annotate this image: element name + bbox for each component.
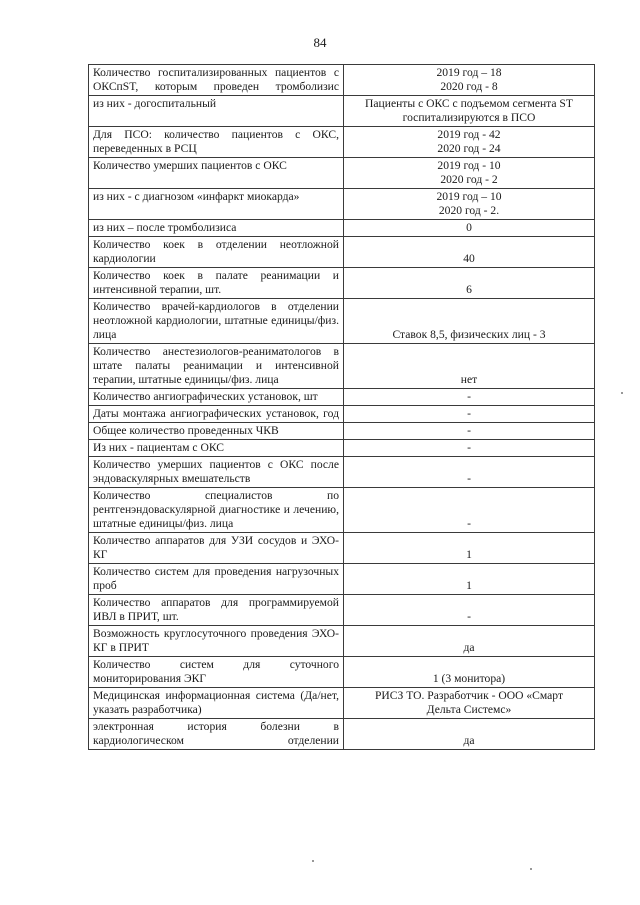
row-label: из них – после тромболизиса (89, 220, 344, 237)
row-label: Количество систем для суточного мониторирования ЭКГ (89, 657, 344, 688)
row-value: 40 (344, 237, 595, 268)
row-value: 1 (3 монитора) (344, 657, 595, 688)
value-line: 2019 год - 42 (437, 128, 501, 141)
table-row (89, 406, 595, 423)
table-row (89, 268, 595, 299)
row-value (344, 65, 595, 96)
value-line: 2020 год - 2. (438, 204, 500, 217)
scan-speck (621, 392, 623, 394)
value-line: 2020 год - 8 (440, 80, 498, 93)
table-row (89, 688, 595, 719)
table-row (89, 389, 595, 406)
row-value: - (344, 457, 595, 488)
table-row (89, 440, 595, 457)
table-row (89, 595, 595, 626)
row-value: - (344, 440, 595, 457)
table-row (89, 96, 595, 127)
row-label: Количество умерших пациентов с ОКС после эндоваскулярных вмешательств (89, 457, 344, 488)
row-label: Количество умерших пациентов с ОКС (89, 158, 344, 189)
scan-speck (530, 868, 532, 870)
row-label: из них - с диагнозом «инфаркт миокарда» (89, 189, 344, 220)
table-row (89, 457, 595, 488)
table-row (89, 657, 595, 688)
table-row (89, 564, 595, 595)
table-row (89, 533, 595, 564)
row-label: Количество аппаратов для УЗИ сосудов и ЭХО-КГ (89, 533, 344, 564)
row-label: Количество ангиографических установок, шт (89, 389, 344, 406)
row-label: Количество госпитализированных пациентов с ОКСпST, которым проведен тромболизис (89, 65, 344, 96)
value-line: 2020 год - 24 (437, 142, 501, 155)
row-value: - (344, 423, 595, 440)
table-row (89, 719, 595, 750)
table-row (89, 127, 595, 158)
value-line: 2020 год - 2 (440, 173, 498, 186)
row-value (344, 189, 595, 220)
table-row (89, 299, 595, 344)
value-line: РИСЗ ТО. Разработчик - ООО «Смарт (374, 689, 564, 702)
row-value: - (344, 595, 595, 626)
row-label: Возможность круглосуточного проведения ЭХО-КГ в ПРИТ (89, 626, 344, 657)
row-label: Для ПСО: количество пациентов с ОКС, переведенных в РСЦ (89, 127, 344, 158)
row-label: Из них - пациентам с ОКС (89, 440, 344, 457)
row-value (344, 96, 595, 127)
row-label: Общее количество проведенных ЧКВ (89, 423, 344, 440)
value-line: 2019 год – 10 (436, 190, 502, 203)
row-value: - (344, 406, 595, 423)
row-value: да (344, 626, 595, 657)
row-label: Количество аппаратов для программируемой ИВЛ в ПРИТ, шт. (89, 595, 344, 626)
table-row (89, 220, 595, 237)
row-label: Количество специалистов по рентгенэндоваскулярной диагностике и лечению, штатные единицы/физ. лица (89, 488, 344, 533)
row-value: Ставок 8,5, физических лиц - 3 (344, 299, 595, 344)
row-value: 6 (344, 268, 595, 299)
table-row (89, 158, 595, 189)
page-number: 84 (313, 35, 327, 50)
value-line: 2019 год - 10 (437, 159, 501, 172)
row-value: - (344, 488, 595, 533)
table-row (89, 423, 595, 440)
row-label: Даты монтажа ангиографических установок, год (89, 406, 344, 423)
table-row (89, 189, 595, 220)
row-label: Количество коек в палате реанимации и интенсивной терапии, шт. (89, 268, 344, 299)
row-label: Количество врачей-кардиологов в отделении неотложной кардиологии, штатные единицы/физ. лица (89, 299, 344, 344)
row-value (344, 127, 595, 158)
value-line: Пациенты с ОКС с подъемом сегмента ST (365, 97, 573, 110)
scan-speck (312, 860, 314, 862)
row-value: 1 (344, 533, 595, 564)
table-row (89, 488, 595, 533)
row-label: электронная история болезни в кардиологическом отделении (89, 719, 344, 750)
row-value (344, 688, 595, 719)
row-label: Количество коек в отделении неотложной кардиологии (89, 237, 344, 268)
table-row (89, 237, 595, 268)
value-line: Дельта Системс» (426, 703, 512, 716)
row-value (344, 158, 595, 189)
row-label: Количество систем для проведения нагрузочных проб (89, 564, 344, 595)
value-line: госпитализируются в ПСО (402, 111, 536, 124)
table-row (89, 626, 595, 657)
row-value: 0 (344, 220, 595, 237)
row-value: нет (344, 344, 595, 389)
row-value: 1 (344, 564, 595, 595)
row-label: Количество анестезиологов-реаниматологов в штате палаты реанимации и интенсивной терапии, штатные единицы/физ. лица (89, 344, 344, 389)
row-value: да (344, 719, 595, 750)
table-row (89, 65, 595, 96)
hospital-statistics-table (88, 64, 595, 750)
row-value: - (344, 389, 595, 406)
row-label: Медицинская информационная система (Да/нет, указать разработчика) (89, 688, 344, 719)
row-label: из них - догоспитальный (89, 96, 344, 127)
table-row (89, 344, 595, 389)
value-line: 2019 год – 18 (436, 66, 502, 79)
